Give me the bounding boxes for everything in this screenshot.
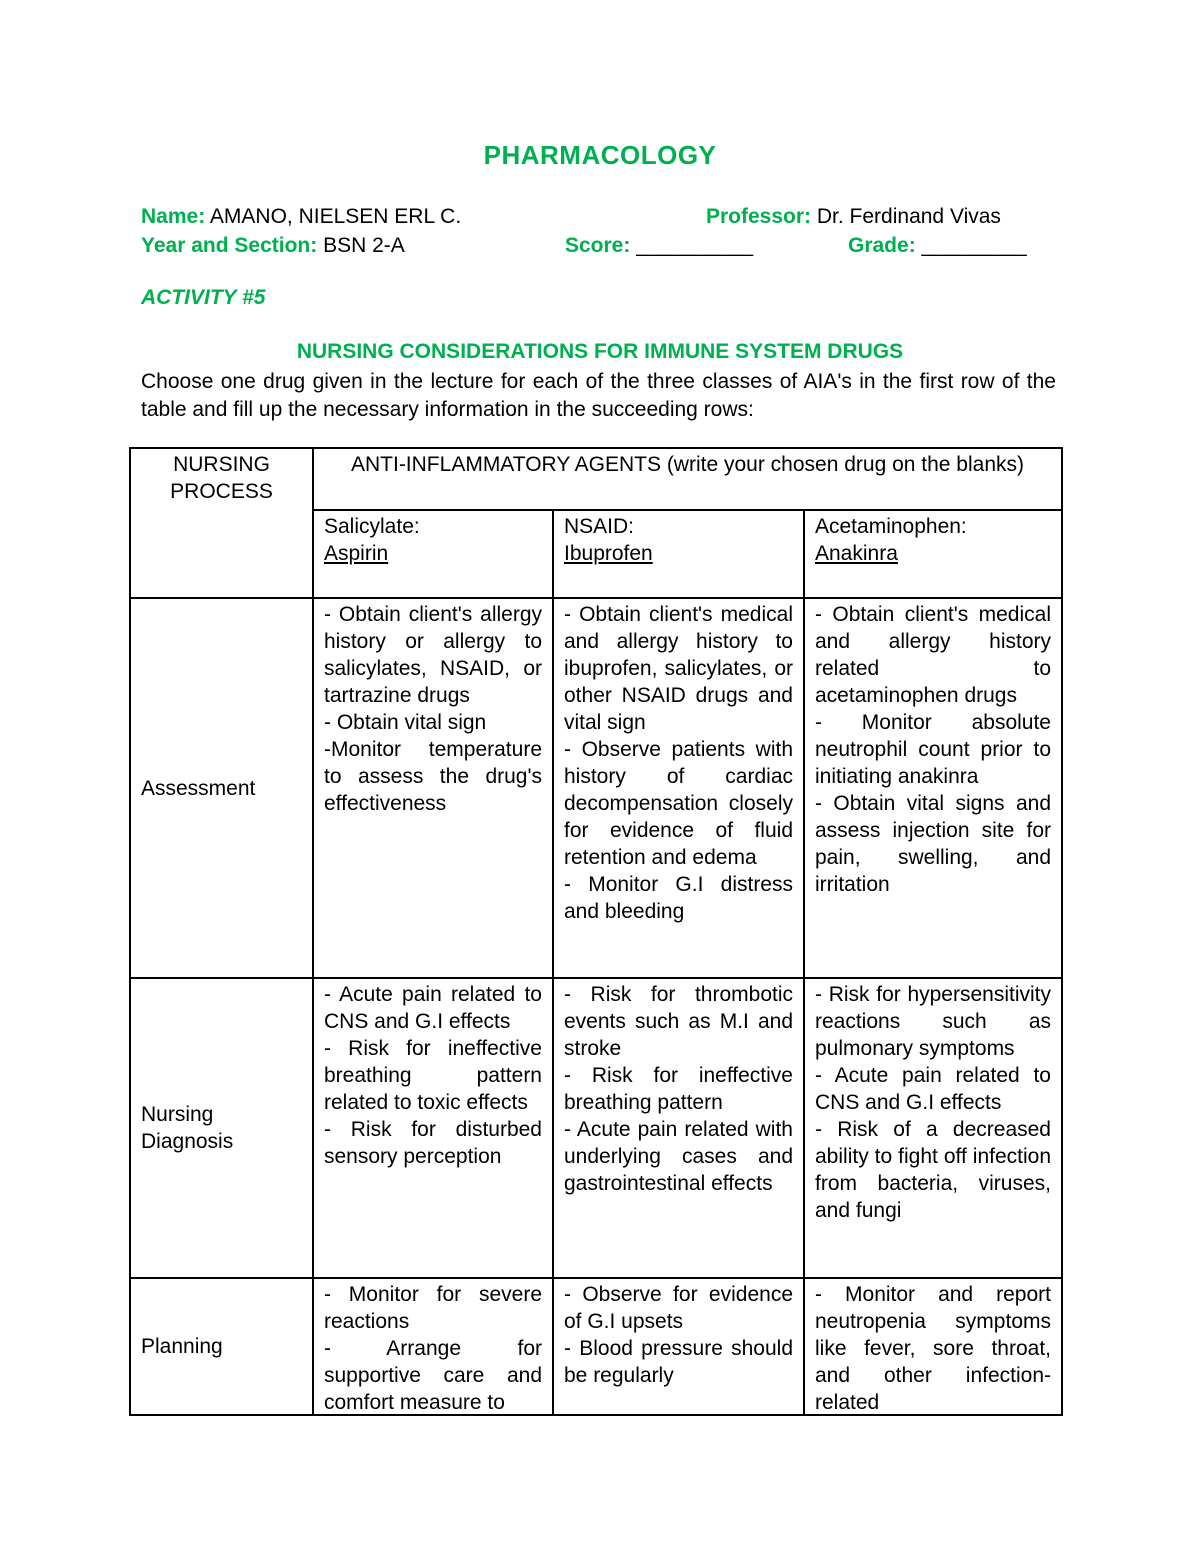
list-item: - Monitor absolute neutrophil count prior to initiating anakinra	[815, 711, 1051, 788]
assessment-salicylate	[313, 598, 553, 978]
diagnosis-salicylate	[313, 978, 553, 1278]
list-item: - Blood pressure should be regularly	[564, 1337, 793, 1387]
class-acetaminophen	[804, 510, 1062, 598]
table-row-planning	[130, 1278, 1062, 1415]
list-item: - Risk for disturbed sensory perception	[324, 1118, 542, 1168]
year-section-label: Year and Section:	[141, 234, 318, 257]
planning-acetaminophen	[804, 1278, 1062, 1415]
class-label: Acetaminophen:	[815, 515, 967, 538]
list-item: - Observe for evidence of G.I upsets	[564, 1283, 793, 1333]
list-item: - Risk for ineffective breathing pattern	[564, 1064, 793, 1114]
list-item: - Risk for thrombotic events such as M.I and stroke	[564, 983, 793, 1060]
name-label: Name:	[141, 205, 206, 228]
grade-line	[848, 234, 1027, 258]
diagnosis-nsaid	[553, 978, 804, 1278]
list-item: - Acute pain related to CNS and G.I effects	[815, 1064, 1051, 1114]
list-item: - Monitor and report neutropenia symptoms like fever, sore throat, and other infection-related	[815, 1283, 1051, 1412]
list-item: - Obtain client's allergy history or allergy to salicylates, NSAID, or tartrazine drugs	[324, 603, 542, 707]
row-label-assessment: Assessment	[130, 598, 313, 978]
list-item: - Risk for ineffective breathing pattern related to toxic effects	[324, 1037, 542, 1114]
list-item: - Monitor for severe reactions	[324, 1283, 542, 1333]
name-line	[141, 205, 461, 229]
class-salicylate	[313, 510, 553, 598]
table-row-diagnosis	[130, 978, 1062, 1278]
list-item: - Risk for hypersensitivity reactions such as pulmonary symptoms	[815, 983, 1051, 1060]
score-line	[565, 234, 753, 258]
list-item: - Acute pain related to CNS and G.I effects	[324, 983, 542, 1033]
planning-salicylate	[313, 1278, 553, 1415]
class-drug: Ibuprofen	[564, 542, 653, 565]
instructions: Choose one drug given in the lecture for each of the three classes of AIA's in the first row of the table and fill up the necessary information in the succeeding rows:	[141, 370, 1056, 421]
row-label-planning: Planning	[130, 1278, 313, 1415]
list-item: - Risk of a decreased ability to fight off infection from bacteria, viruses, and fungi	[815, 1118, 1051, 1222]
professor-label: Professor:	[706, 205, 812, 228]
nursing-process-header-text: NURSING PROCESS	[170, 453, 273, 503]
grade-blank: _________	[921, 234, 1027, 257]
list-item: - Obtain client's medical and allergy history related to acetaminophen drugs	[815, 603, 1051, 707]
class-label: NSAID:	[564, 515, 635, 538]
list-item: - Arrange for supportive care and comfort measure to	[324, 1337, 542, 1412]
list-item: - Observe patients with history of cardiac decompensation closely for evidence of fluid retention and edema	[564, 738, 793, 869]
nursing-process-header	[130, 448, 313, 598]
planning-nsaid	[553, 1278, 804, 1415]
section-subtitle: NURSING CONSIDERATIONS FOR IMMUNE SYSTEM DRUGS	[296, 340, 904, 363]
class-drug: Anakinra	[815, 542, 898, 565]
list-item: - Obtain client's medical and allergy history to ibuprofen, salicylates, or other NSAID drugs and vital sign	[564, 603, 793, 734]
list-item: - Obtain vital sign	[324, 711, 487, 734]
agents-header-text: ANTI-INFLAMMATORY AGENTS (write your chosen drug on the blanks)	[350, 453, 1024, 476]
class-drug: Aspirin	[324, 542, 389, 565]
activity-heading: ACTIVITY #5	[141, 286, 266, 309]
score-label: Score:	[565, 234, 631, 257]
page-title: PHARMACOLOGY	[483, 140, 717, 170]
class-nsaid	[553, 510, 804, 598]
list-item: - Acute pain related with underlying cases and gastrointestinal effects	[564, 1118, 793, 1195]
professor-value: Dr. Ferdinand Vivas	[816, 205, 1001, 228]
grade-label: Grade:	[848, 234, 916, 257]
assessment-acetaminophen	[804, 598, 1062, 978]
row-label-diagnosis: Nursing Diagnosis	[130, 978, 313, 1278]
class-label: Salicylate:	[324, 515, 420, 538]
list-item: - Monitor G.I distress and bleeding	[564, 873, 793, 923]
professor-line	[706, 205, 1001, 229]
list-item: -Monitor temperature to assess the drug's effectiveness	[324, 738, 542, 815]
table-row-assessment	[130, 598, 1062, 978]
diagnosis-acetaminophen	[804, 978, 1062, 1278]
assessment-nsaid	[553, 598, 804, 978]
agents-header	[313, 448, 1062, 510]
score-blank: __________	[636, 234, 753, 257]
name-value: AMANO, NIELSEN ERL C.	[209, 205, 462, 228]
year-section-line	[141, 234, 405, 258]
list-item: - Obtain vital signs and assess injection site for pain, swelling, and irritation	[815, 792, 1051, 896]
year-section-value: BSN 2-A	[323, 234, 405, 257]
nursing-table	[129, 447, 1063, 1416]
